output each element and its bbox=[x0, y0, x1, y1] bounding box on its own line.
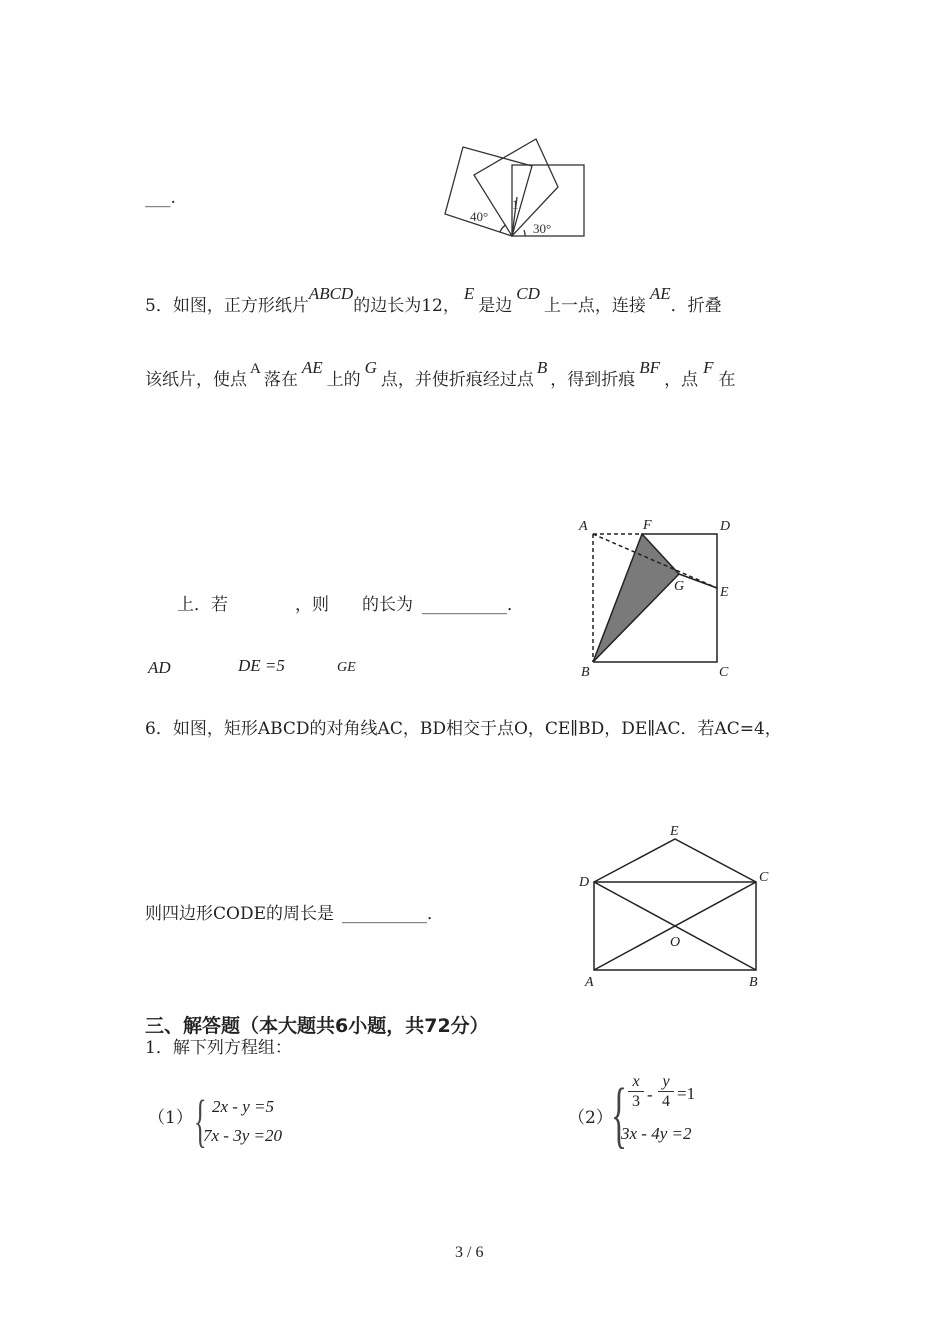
system2-frac2 bbox=[656, 1072, 676, 1111]
q5-g: G bbox=[364, 358, 377, 377]
q5-f: F bbox=[703, 358, 714, 377]
q5-label-C: C bbox=[719, 665, 729, 680]
q5-fold: ．折叠 bbox=[670, 296, 722, 316]
q5-line2-b: 点，并使折痕经过点 bbox=[380, 370, 534, 390]
q5-ge: GE bbox=[337, 660, 356, 675]
q6-label-C: C bbox=[759, 870, 769, 885]
q6-label-E: E bbox=[670, 824, 679, 839]
q6-label-D: D bbox=[579, 875, 590, 890]
q5-line3-b: ，则 bbox=[295, 595, 329, 615]
q5-line2 bbox=[145, 358, 736, 391]
q5-a: A bbox=[250, 361, 261, 377]
section-3-q1: 1．解下列方程组： bbox=[145, 1038, 292, 1058]
q4-figure bbox=[440, 135, 590, 240]
q4-angle-40: 40° bbox=[470, 209, 489, 224]
q5-ae2: AE bbox=[301, 358, 323, 377]
system1-brace: { bbox=[194, 1088, 207, 1153]
q4-angle-1: 1 bbox=[512, 197, 519, 212]
q5-line3-c: 的长为 bbox=[362, 595, 413, 615]
q5-line3-a: 上．若 bbox=[177, 595, 228, 615]
q5-connect: 上一点，连接 bbox=[543, 296, 646, 316]
q5-at: 在 bbox=[718, 370, 736, 390]
q4-square-left bbox=[445, 147, 532, 236]
system2-frac1-num: x bbox=[632, 1073, 640, 1090]
q5-e: E bbox=[463, 284, 475, 303]
section-3-title: 三、解答题（本大题共6小题，共72分） bbox=[145, 1015, 489, 1037]
system2-frac2-den: 4 bbox=[662, 1093, 670, 1110]
q5-number: 5．如图，正方形纸片 bbox=[145, 296, 309, 316]
q4-answer-blank: ___. bbox=[145, 188, 176, 208]
system2-brace: { bbox=[611, 1074, 627, 1156]
q5-label-F: F bbox=[643, 518, 652, 533]
system2-label: （2） bbox=[568, 1108, 613, 1128]
q5-fall-on: 落在 bbox=[263, 370, 298, 390]
system2-eq2: 3x - 4y =2 bbox=[621, 1124, 692, 1143]
q5-side-text: 的边长为12， bbox=[353, 296, 460, 316]
q6-label-O: O bbox=[670, 935, 681, 950]
q5-abcd: ABCD bbox=[308, 284, 354, 303]
q5-label-E: E bbox=[720, 585, 729, 600]
q5-label-A: A bbox=[579, 519, 588, 534]
q5-blank: __________． bbox=[422, 595, 524, 615]
q5-de5: DE =5 bbox=[238, 656, 285, 675]
system1-eq1: 2x - y =5 bbox=[212, 1097, 274, 1116]
page-number: 3 / 6 bbox=[455, 1244, 484, 1261]
q5-b: B bbox=[536, 358, 548, 377]
system1-label: （1） bbox=[148, 1108, 193, 1128]
q6-label-A: A bbox=[585, 975, 594, 990]
system2-minus: - bbox=[647, 1085, 653, 1104]
q5-figure bbox=[575, 510, 750, 685]
q5-folded-triangle bbox=[593, 534, 679, 662]
q6-blank: __________． bbox=[342, 904, 444, 924]
q5-ad: AD bbox=[148, 658, 171, 677]
q5-label-B: B bbox=[581, 665, 590, 680]
q6-segments-de-ce bbox=[594, 839, 756, 882]
q6-line1: 6．如图，矩形ABCD的对角线AC，BD相交于点O，CE∥BD，DE∥AC．若AC=4， bbox=[145, 719, 782, 739]
system2-frac1-den: 3 bbox=[632, 1093, 640, 1110]
q6-line2: 则四边形CODE的周长是 bbox=[145, 904, 334, 924]
q6-label-B: B bbox=[749, 975, 758, 990]
q5-cd: CD bbox=[516, 284, 540, 303]
system2-rhs: =1 bbox=[677, 1084, 696, 1103]
q5-on-g: 上的 bbox=[326, 370, 361, 390]
q5-bf: BF bbox=[639, 358, 661, 377]
q5-label-D: D bbox=[720, 519, 731, 534]
q4-angle-30: 30° bbox=[533, 221, 552, 236]
q5-label-G: G bbox=[674, 579, 685, 594]
q5-ae: AE bbox=[649, 284, 671, 303]
q5-on-edge: 是边 bbox=[478, 296, 513, 316]
q5-line2-d: ，点 bbox=[664, 370, 699, 390]
q5-line1 bbox=[145, 284, 722, 316]
system1-eq2: 7x - 3y =20 bbox=[203, 1126, 282, 1145]
q5-line2-c: ，得到折痕 bbox=[550, 370, 636, 390]
q5-line2-a: 该纸片，使点 bbox=[145, 370, 247, 390]
system2-frac1 bbox=[626, 1072, 646, 1111]
system2-frac2-num: y bbox=[662, 1073, 670, 1090]
q6-figure bbox=[575, 818, 775, 993]
